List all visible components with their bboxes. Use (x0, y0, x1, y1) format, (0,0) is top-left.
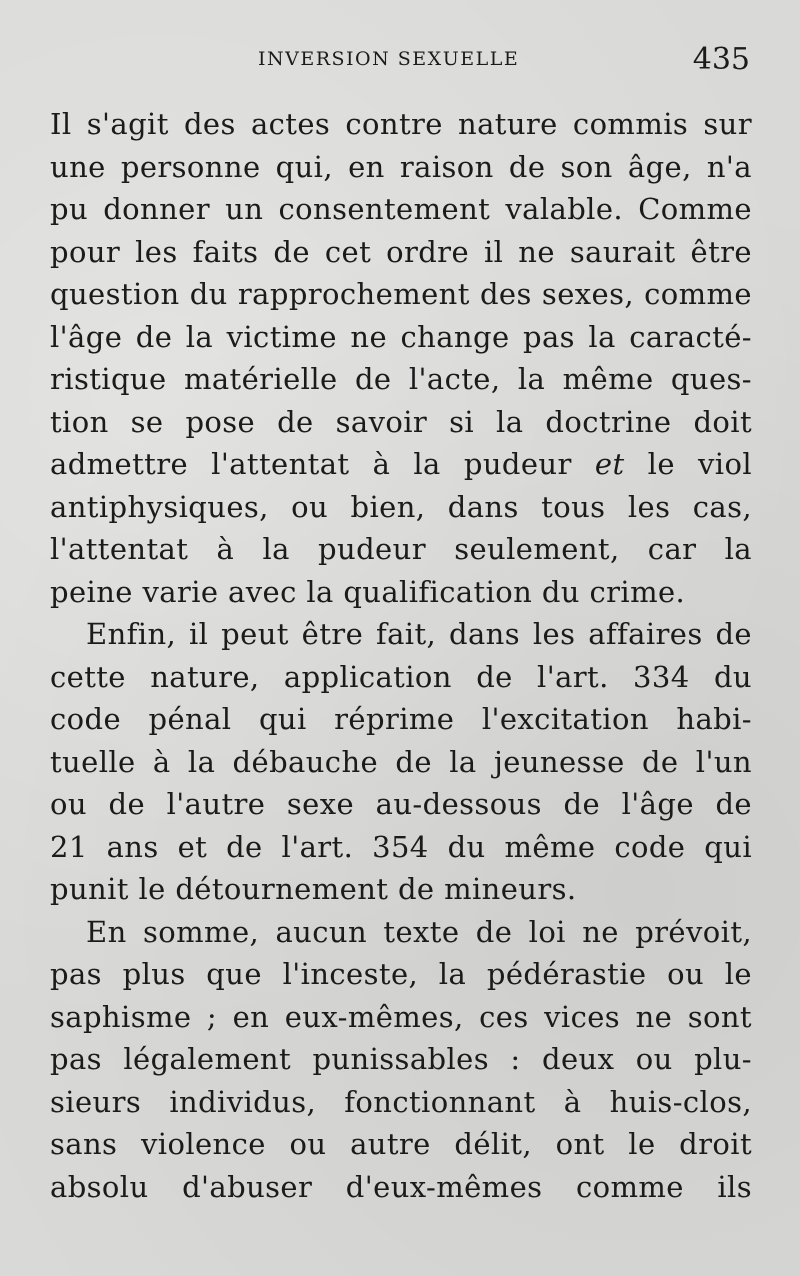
paragraph-start-line: En somme, aucun texte de loi ne prévoit, (86, 914, 752, 949)
paragraph-end-line: peine varie avec la qualification du crime. (50, 574, 686, 609)
text-line: cette nature, application de l'art. 334 du (50, 659, 752, 694)
running-title: INVERSION SEXUELLE (258, 48, 520, 70)
text-line: une personne qui, en raison de son âge, n'a (50, 149, 752, 184)
text-line: question du rapprochement des sexes, comme (50, 277, 752, 311)
paragraph-end-line: punit le détournement de mineurs. (50, 872, 577, 906)
body-text (50, 103, 752, 1208)
text-line: l'âge de la victime ne change pas la caracté- (50, 319, 752, 354)
italic-word: et (594, 447, 625, 481)
text-line: 21 ans et de l'art. 354 du même code qui (50, 829, 752, 864)
text-line: tion se pose de savoir si la doctrine doit (50, 404, 752, 439)
text-line: code pénal qui réprime l'excitation habi- (50, 702, 752, 736)
text-line: pas légalement punissables : deux ou plu- (50, 1042, 752, 1076)
text-line: ristique matérielle de l'acte, la même ques- (50, 362, 752, 396)
text-line: sans violence ou autre délit, ont le droit (50, 1127, 752, 1161)
text-line: saphisme ; en eux-mêmes, ces vices ne sont (50, 999, 752, 1034)
text-line: antiphysiques, ou bien, dans tous les cas, (50, 489, 752, 524)
text-line: tuelle à la débauche de la jeunesse de l'un (50, 744, 752, 779)
text-line (50, 443, 752, 486)
text-line: pour les faits de cet ordre il ne saurait être (50, 234, 752, 269)
text-line: l'attentat à la pudeur seulement, car la (50, 532, 752, 566)
text-segment: le viol (624, 447, 753, 481)
text-line: pas plus que l'inceste, la pédérastie ou le (50, 957, 752, 991)
text-line: absolu d'abuser d'eux-mêmes comme ils (50, 1169, 752, 1204)
text-line: sieurs individus, fonctionnant à huis-clos, (50, 1084, 752, 1119)
page-number: 435 (692, 42, 750, 77)
text-line: ou de l'autre sexe au-dessous de l'âge de (50, 787, 752, 821)
text-line: pu donner un consentement valable. Comme (50, 192, 752, 226)
text-line: Il s'agit des actes contre nature commis sur (50, 107, 752, 141)
paragraph-start-line: Enfin, il peut être fait, dans les affaires de (86, 617, 752, 651)
running-head (0, 42, 800, 82)
text-segment: admettre l'attentat à la pudeur (50, 447, 595, 481)
